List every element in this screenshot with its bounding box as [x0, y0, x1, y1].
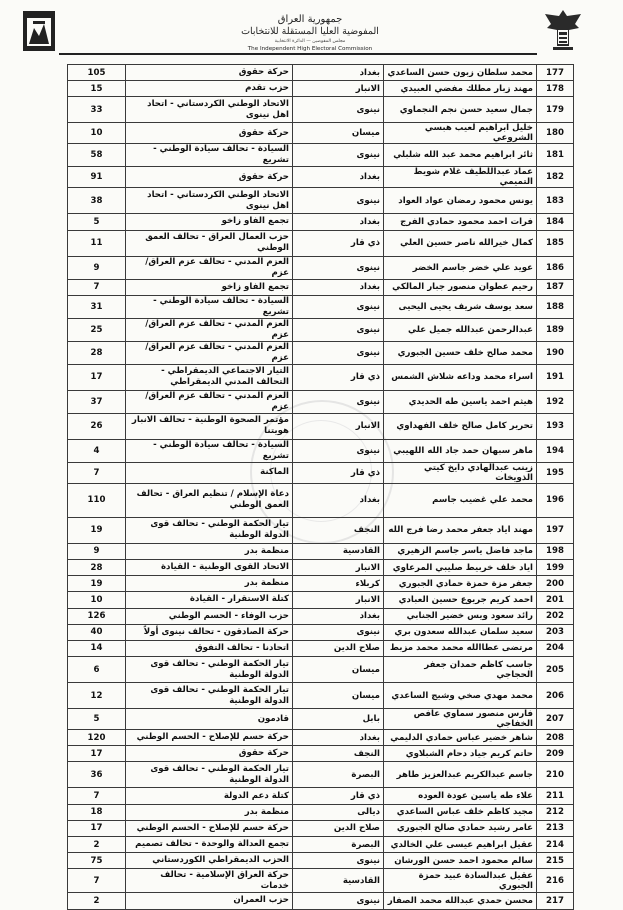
- political-entity: منظمة بدر: [126, 804, 293, 820]
- row-number: 177: [537, 65, 574, 81]
- vote-count: 5: [68, 709, 126, 730]
- candidate-name: فرات احمد محمود حمادي الفرج: [384, 214, 537, 230]
- row-number: 210: [537, 762, 574, 788]
- row-number: 208: [537, 730, 574, 746]
- table-row: [68, 341, 574, 364]
- candidate-name: كمال خيرالله ناصر حسين العلي: [384, 230, 537, 256]
- candidate-name: جمال سعيد حسن نجم النجماوي: [384, 97, 537, 123]
- candidate-name: سعد يوسف شريف يحيى اليحيى: [384, 295, 537, 318]
- vote-count: 36: [68, 762, 126, 788]
- province: ذي قار: [293, 462, 384, 483]
- candidate-name: رحيم عطوان منصور جبار المالكي: [384, 279, 537, 295]
- province: نينوى: [293, 341, 384, 364]
- candidate-name: اسراء محمد وداعه شلاش الشمس: [384, 364, 537, 390]
- vote-count: 7: [68, 279, 126, 295]
- political-entity: تيار الحكمة الوطني - تحالف قوى الدولة الوطنية: [126, 683, 293, 709]
- row-number: 179: [537, 97, 574, 123]
- row-number: 198: [537, 543, 574, 559]
- candidate-name: احمد كريم جريوع حسين العبادي: [384, 592, 537, 608]
- row-number: 183: [537, 188, 574, 214]
- vote-count: 17: [68, 364, 126, 390]
- province: النجف: [293, 517, 384, 543]
- candidate-name: عامر رشيد حمادي صالح الجبوري: [384, 820, 537, 836]
- political-entity: السيادة - تحالف سيادة الوطني - تشريع: [126, 295, 293, 318]
- candidate-name: سعيد سلمان عبدالله سعدون بري: [384, 624, 537, 640]
- political-entity: منظمة بدر: [126, 543, 293, 559]
- table-row: [68, 640, 574, 656]
- candidate-name: عويد علي خضر جاسم الخضر: [384, 256, 537, 279]
- table-row: [68, 144, 574, 167]
- row-number: 186: [537, 256, 574, 279]
- vote-count: 126: [68, 608, 126, 624]
- table-row: [68, 788, 574, 804]
- row-number: 206: [537, 683, 574, 709]
- table-row: [68, 295, 574, 318]
- table-row: [68, 893, 574, 909]
- vote-count: 110: [68, 483, 126, 517]
- row-number: 212: [537, 804, 574, 820]
- province: ميسان: [293, 123, 384, 144]
- political-entity: حزب تقدم: [126, 81, 293, 97]
- table-row: [68, 390, 574, 413]
- political-entity: تيار الحكمة الوطني - تحالف قوى الدولة الوطنية: [126, 762, 293, 788]
- table-row: [68, 746, 574, 762]
- political-entity: التيار الاجتماعي الديمقراطي - التحالف المدني الديمقراطي: [126, 364, 293, 390]
- candidate-name: خليل ابراهيم لعيب هبسي الشروعي: [384, 123, 537, 144]
- province: ديالى: [293, 804, 384, 820]
- candidate-name: يونس محمود رمضان عواد العواد: [384, 188, 537, 214]
- row-number: 205: [537, 657, 574, 683]
- political-entity: العزم المدني - تحالف عزم العراق/عزم: [126, 318, 293, 341]
- candidate-name: عماد عبداللطيف غلام شويط التميمي: [384, 167, 537, 188]
- table-row: [68, 657, 574, 683]
- table-row: [68, 762, 574, 788]
- row-number: 178: [537, 81, 574, 97]
- political-entity: حركة حقوق: [126, 167, 293, 188]
- vote-count: 91: [68, 167, 126, 188]
- row-number: 214: [537, 837, 574, 853]
- row-number: 217: [537, 893, 574, 909]
- province: صلاح الدين: [293, 640, 384, 656]
- province: نينوى: [293, 188, 384, 214]
- row-number: 211: [537, 788, 574, 804]
- province: ذي قار: [293, 230, 384, 256]
- province: بغداد: [293, 483, 384, 517]
- iraq-eagle-emblem-icon: [541, 6, 585, 52]
- vote-count: 10: [68, 123, 126, 144]
- province: ميسان: [293, 657, 384, 683]
- political-entity: السيادة - تحالف سيادة الوطني - تشريع: [126, 144, 293, 167]
- province: نينوى: [293, 256, 384, 279]
- candidate-name: حاتم كريم جياد دحام الشبلاوي: [384, 746, 537, 762]
- commission-title: [230, 14, 390, 53]
- province: صلاح الدين: [293, 820, 384, 836]
- candidate-name: جاسم عبدالكريم عبدالعزيز طاهر: [384, 762, 537, 788]
- political-entity: العزم المدني - تحالف عزم العراق/عزم: [126, 341, 293, 364]
- political-entity: الماكنة: [126, 462, 293, 483]
- vote-count: 31: [68, 295, 126, 318]
- candidates-table: [67, 64, 574, 910]
- row-number: 185: [537, 230, 574, 256]
- table-row: [68, 318, 574, 341]
- vote-count: 5: [68, 214, 126, 230]
- table-row: [68, 709, 574, 730]
- row-number: 193: [537, 413, 574, 439]
- row-number: 202: [537, 608, 574, 624]
- vote-count: 19: [68, 576, 126, 592]
- political-entity: تيار الحكمة الوطني - تحالف قوى الدولة الوطنية: [126, 657, 293, 683]
- political-entity: الاتحاد الوطني الكردستاني - اتحاد اهل نينوى: [126, 188, 293, 214]
- vote-count: 58: [68, 144, 126, 167]
- vote-count: 26: [68, 413, 126, 439]
- political-entity: كتلة دعم الدولة: [126, 788, 293, 804]
- political-entity: تجمع الفاو زاخو: [126, 279, 293, 295]
- row-number: 191: [537, 364, 574, 390]
- row-number: 187: [537, 279, 574, 295]
- province: بغداد: [293, 730, 384, 746]
- table-row: [68, 576, 574, 592]
- province: القادسية: [293, 543, 384, 559]
- candidate-name: مهند زبار مطلك مفضي العبيدي: [384, 81, 537, 97]
- table-row: [68, 413, 574, 439]
- header-divider: [59, 53, 537, 55]
- province: بابل: [293, 709, 384, 730]
- political-entity: الحزب الديمقراطي الكوردستاني: [126, 853, 293, 869]
- candidate-name: عبدالرحمن عبدالله جميل علي: [384, 318, 537, 341]
- row-number: 199: [537, 559, 574, 575]
- table-row: [68, 804, 574, 820]
- table-row: [68, 592, 574, 608]
- row-number: 197: [537, 517, 574, 543]
- table-row: [68, 230, 574, 256]
- political-entity: حركة حسم للإصلاح - الحسم الوطني: [126, 730, 293, 746]
- table-row: [68, 730, 574, 746]
- province: نينوى: [293, 97, 384, 123]
- candidate-name: سالم محمود احمد حسن الورشان: [384, 853, 537, 869]
- table-row: [68, 256, 574, 279]
- candidate-name: هيثم احمد ياسين طه الحديدي: [384, 390, 537, 413]
- candidate-name: محمد سلطان زبون حسن الساعدي: [384, 65, 537, 81]
- table-row: [68, 559, 574, 575]
- political-entity: حزب الوفاء - الحسم الوطني: [126, 608, 293, 624]
- province: نينوى: [293, 439, 384, 462]
- candidate-name: محسن حمدي عبدالله محمد الصفار: [384, 893, 537, 909]
- table-row: [68, 683, 574, 709]
- row-number: 203: [537, 624, 574, 640]
- vote-count: 18: [68, 804, 126, 820]
- vote-count: 10: [68, 592, 126, 608]
- province: نينوى: [293, 624, 384, 640]
- political-entity: العزم المدني - تحالف عزم العراق/عزم: [126, 256, 293, 279]
- province: نينوى: [293, 318, 384, 341]
- table-row: [68, 65, 574, 81]
- row-number: 181: [537, 144, 574, 167]
- row-number: 188: [537, 295, 574, 318]
- province: بغداد: [293, 65, 384, 81]
- province: بغداد: [293, 214, 384, 230]
- candidate-name: عقيل عبدالسادة عبيد حمزة الجبوري: [384, 869, 537, 893]
- political-entity: الاتحاد الوطني الكردستاني - اتحاد اهل نينوى: [126, 97, 293, 123]
- political-entity: تيار الحكمة الوطني - تحالف قوى الدولة الوطنية: [126, 517, 293, 543]
- table-row: [68, 820, 574, 836]
- candidate-name: جعفر مزة حمزة حمادي الجبوري: [384, 576, 537, 592]
- row-number: 182: [537, 167, 574, 188]
- province: نينوى: [293, 144, 384, 167]
- political-entity: حركة حقوق: [126, 65, 293, 81]
- political-entity: قادمون: [126, 709, 293, 730]
- vote-count: 38: [68, 188, 126, 214]
- row-number: 216: [537, 869, 574, 893]
- table-row: [68, 214, 574, 230]
- vote-count: 17: [68, 820, 126, 836]
- table-row: [68, 462, 574, 483]
- table-row: [68, 167, 574, 188]
- province: البصرة: [293, 837, 384, 853]
- table-row: [68, 853, 574, 869]
- political-entity: العزم المدني - تحالف عزم العراق/عزم: [126, 390, 293, 413]
- commission-name-arabic: المفوضية العليا المستقلة للانتخابات: [241, 26, 379, 37]
- vote-count: 7: [68, 462, 126, 483]
- vote-count: 6: [68, 657, 126, 683]
- vote-count: 4: [68, 439, 126, 462]
- political-entity: حركة حقوق: [126, 123, 293, 144]
- row-number: 196: [537, 483, 574, 517]
- political-entity: حركة حسم للإصلاح - الحسم الوطني: [126, 820, 293, 836]
- vote-count: 11: [68, 230, 126, 256]
- province: بغداد: [293, 167, 384, 188]
- political-entity: تجمع الفاو زاخو: [126, 214, 293, 230]
- commission-subtitle: مجلس المفوضين — الدائرة الانتخابية: [274, 39, 346, 44]
- province: نينوى: [293, 295, 384, 318]
- table-row: [68, 483, 574, 517]
- vote-count: 120: [68, 730, 126, 746]
- row-number: 194: [537, 439, 574, 462]
- candidate-name: مرتضى عطاالله محمد محمد مزبط: [384, 640, 537, 656]
- province: ذي قار: [293, 364, 384, 390]
- vote-count: 9: [68, 256, 126, 279]
- candidate-name: ماهر سبهان حمد جاد الله اللهيبي: [384, 439, 537, 462]
- candidate-name: اياد خلف خربيط صليبي المرعاوي: [384, 559, 537, 575]
- vote-count: 33: [68, 97, 126, 123]
- political-entity: حركة العراق الإسلامية - تحالف خدمات: [126, 869, 293, 893]
- political-entity: تجمع العدالة والوحدة - تحالف تصميم: [126, 837, 293, 853]
- political-entity: كتلة الاستقرار - القيادة: [126, 592, 293, 608]
- candidate-name: فارس منصور سماوي عافص الخفاجي: [384, 709, 537, 730]
- political-entity: السيادة - تحالف سيادة الوطني - تشريع: [126, 439, 293, 462]
- vote-count: 9: [68, 543, 126, 559]
- province: الانبار: [293, 592, 384, 608]
- vote-count: 7: [68, 869, 126, 893]
- province: الانبار: [293, 413, 384, 439]
- province: بغداد: [293, 279, 384, 295]
- candidate-name: شاهر خضير عباس حمادي الدليمي: [384, 730, 537, 746]
- table-row: [68, 543, 574, 559]
- province: الانبار: [293, 559, 384, 575]
- ihec-logo-icon: [22, 10, 56, 52]
- row-number: 180: [537, 123, 574, 144]
- table-row: [68, 81, 574, 97]
- vote-count: 19: [68, 517, 126, 543]
- row-number: 189: [537, 318, 574, 341]
- row-number: 204: [537, 640, 574, 656]
- table-row: [68, 837, 574, 853]
- row-number: 201: [537, 592, 574, 608]
- political-entity: حزب العمران: [126, 893, 293, 909]
- vote-count: 2: [68, 837, 126, 853]
- political-entity: اتحادنا - تحالف التفوق: [126, 640, 293, 656]
- candidate-name: ماجد فاضل ياسر جاسم الزهيري: [384, 543, 537, 559]
- vote-count: 12: [68, 683, 126, 709]
- province: نينوى: [293, 853, 384, 869]
- candidate-name: تحرير كامل صالح خلف الفهداوي: [384, 413, 537, 439]
- vote-count: 7: [68, 788, 126, 804]
- table-row: [68, 869, 574, 893]
- vote-count: 40: [68, 624, 126, 640]
- vote-count: 25: [68, 318, 126, 341]
- political-entity: منظمة بدر: [126, 576, 293, 592]
- row-number: 190: [537, 341, 574, 364]
- candidate-name: رائد سعود ويس خضير الجنابي: [384, 608, 537, 624]
- candidate-name: علاء طه ياسين عودة العوده: [384, 788, 537, 804]
- political-entity: حركة حقوق: [126, 746, 293, 762]
- page-header: [0, 0, 623, 62]
- candidate-name: محمد مهدي صخي وشيج الساعدي: [384, 683, 537, 709]
- vote-count: 105: [68, 65, 126, 81]
- candidate-name: محمد صالح خلف حسين الجبوري: [384, 341, 537, 364]
- vote-count: 15: [68, 81, 126, 97]
- commission-name-english: The Independent High Electoral Commission: [247, 46, 373, 52]
- political-entity: حركة الصادقون - تحالف نينوى أولاً: [126, 624, 293, 640]
- political-entity: مؤتمر الصحوة الوطنية - تحالف الانبار هويتنا: [126, 413, 293, 439]
- province: نينوى: [293, 390, 384, 413]
- vote-count: 75: [68, 853, 126, 869]
- candidate-name: زينب عبدالهادي دايخ كيتي الذويخات: [384, 462, 537, 483]
- vote-count: 28: [68, 341, 126, 364]
- province: ذي قار: [293, 788, 384, 804]
- row-number: 184: [537, 214, 574, 230]
- candidate-name: محمد علي غضيب جاسم: [384, 483, 537, 517]
- political-entity: حزب العمال العراق - تحالف العمق الوطني: [126, 230, 293, 256]
- vote-count: 28: [68, 559, 126, 575]
- row-number: 213: [537, 820, 574, 836]
- vote-count: 37: [68, 390, 126, 413]
- candidate-name: ثائر ابراهيم محمد عبد الله شلبلي: [384, 144, 537, 167]
- candidate-name: عقيل ابراهيم عيسى علي الخالدي: [384, 837, 537, 853]
- table-row: [68, 123, 574, 144]
- province: البصرة: [293, 762, 384, 788]
- row-number: 195: [537, 462, 574, 483]
- row-number: 215: [537, 853, 574, 869]
- table-row: [68, 279, 574, 295]
- table-row: [68, 188, 574, 214]
- province: بغداد: [293, 608, 384, 624]
- province: ميسان: [293, 683, 384, 709]
- vote-count: 17: [68, 746, 126, 762]
- table-row: [68, 608, 574, 624]
- row-number: 209: [537, 746, 574, 762]
- table-row: [68, 517, 574, 543]
- province: القادسية: [293, 869, 384, 893]
- country-title: جمهورية العراق: [277, 14, 343, 25]
- table-row: [68, 97, 574, 123]
- vote-count: 14: [68, 640, 126, 656]
- table-row: [68, 624, 574, 640]
- province: نينوى: [293, 893, 384, 909]
- row-number: 207: [537, 709, 574, 730]
- political-entity: الاتحاد القوى الوطنية - القيادة: [126, 559, 293, 575]
- table-row: [68, 364, 574, 390]
- candidate-name: مجيد كاظم خلف عباس الساعدي: [384, 804, 537, 820]
- political-entity: دعاة الإسلام / تنظيم العراق - تحالف العمق الوطني: [126, 483, 293, 517]
- candidate-name: جاسب كاظم حمدان جعفر الحجاجي: [384, 657, 537, 683]
- row-number: 200: [537, 576, 574, 592]
- table-row: [68, 439, 574, 462]
- province: كربلاء: [293, 576, 384, 592]
- row-number: 192: [537, 390, 574, 413]
- province: الانبار: [293, 81, 384, 97]
- candidate-name: مهند اياد جعفر محمد رضا فرج الله: [384, 517, 537, 543]
- vote-count: 2: [68, 893, 126, 909]
- province: النجف: [293, 746, 384, 762]
